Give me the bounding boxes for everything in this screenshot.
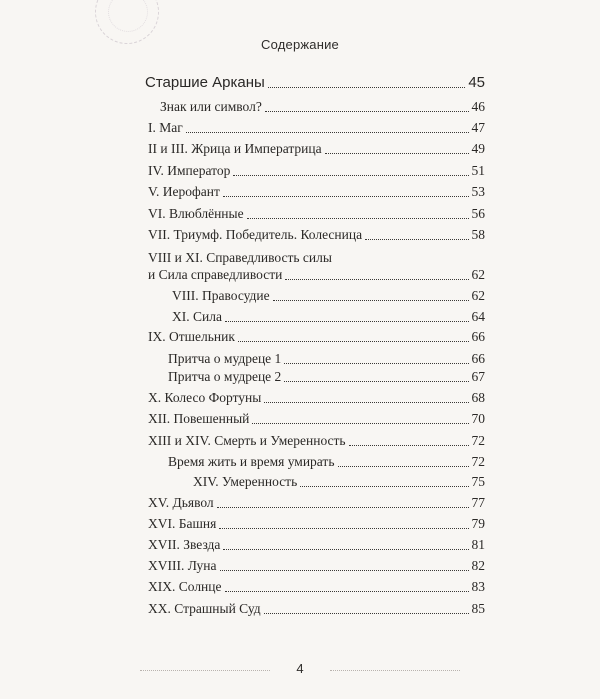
page-number: 4 <box>296 661 304 676</box>
toc-entry-title: V. Иерофант <box>148 184 220 199</box>
toc-entry <box>148 329 485 345</box>
toc-entry <box>160 99 485 115</box>
toc-entry-title: XX. Страшный Суд <box>148 601 261 616</box>
toc-entry-page: 45 <box>468 74 485 91</box>
toc-entry <box>148 141 485 157</box>
dot-leader <box>365 239 468 240</box>
dot-leader <box>338 466 469 467</box>
toc-entry-page: 81 <box>471 537 485 552</box>
toc-entry-page: 77 <box>471 495 485 510</box>
toc-entry <box>148 516 485 532</box>
dot-leader <box>225 591 469 592</box>
toc-entry-title: II и III. Жрица и Императрица <box>148 141 322 156</box>
toc-entry-title: Притча о мудреце 2 <box>168 369 282 384</box>
toc-entry <box>148 120 485 136</box>
toc-entry <box>168 351 485 367</box>
toc-entry-page: 72 <box>471 433 485 448</box>
toc-entry <box>148 267 485 283</box>
dot-leader <box>265 111 469 112</box>
toc-entry-page: 47 <box>471 120 485 135</box>
dot-leader <box>285 279 468 280</box>
toc-entry <box>148 558 485 574</box>
toc-entry <box>148 601 485 617</box>
toc-entry-page: 58 <box>471 227 485 242</box>
toc-entry-page: 79 <box>471 516 485 531</box>
dot-leader <box>252 423 468 424</box>
toc-entry-page: 51 <box>471 163 485 178</box>
toc-entry-page: 62 <box>471 267 485 282</box>
toc-entry-title: XIII и XIV. Смерть и Умеренность <box>148 433 346 448</box>
toc-entry-page: 68 <box>471 390 485 405</box>
toc-entry-title: X. Колесо Фортуны <box>148 390 262 405</box>
page-title: Содержание <box>261 37 339 52</box>
dot-leader <box>217 507 469 508</box>
toc-entry-title: IX. Отшельник <box>148 329 235 344</box>
toc-entry <box>168 369 485 385</box>
toc-entry-title: XIV. Умеренность <box>193 474 298 489</box>
dot-leader <box>273 300 469 301</box>
toc-entry-title: XIX. Солнце <box>148 579 222 594</box>
toc-entry-page: 66 <box>471 329 485 344</box>
dot-leader <box>264 402 468 403</box>
toc-entry <box>148 411 485 427</box>
toc-entry-page: 64 <box>471 309 485 324</box>
toc-entry-page: 53 <box>471 184 485 199</box>
dot-leader <box>247 218 469 219</box>
toc-entry-title: VIII. Правосудие <box>172 288 270 303</box>
toc-entry-page: 83 <box>471 579 485 594</box>
toc-entry-title: XI. Сила <box>172 309 222 324</box>
toc-entry-page: 46 <box>471 99 485 114</box>
dot-leader <box>220 570 469 571</box>
toc-entry-main <box>145 75 485 91</box>
dot-leader <box>264 613 469 614</box>
toc-entry-page: 85 <box>471 601 485 616</box>
toc-entry-title: XVIII. Луна <box>148 558 217 573</box>
dot-leader <box>284 363 468 364</box>
toc-entry-page: 67 <box>471 369 485 384</box>
toc-entry <box>148 495 485 511</box>
dot-leader <box>223 549 468 550</box>
toc-entry-title: I. Маг <box>148 120 183 135</box>
toc-entry <box>193 474 485 490</box>
toc-entry-page: 75 <box>471 474 485 489</box>
toc-entry-title: XV. Дьявол <box>148 495 214 510</box>
toc-entry-title: Притча о мудреце 1 <box>168 351 282 366</box>
dot-leader <box>300 486 468 487</box>
toc-entry <box>172 309 485 325</box>
toc-entry-page: 70 <box>471 411 485 426</box>
dot-leader <box>268 87 466 88</box>
dot-leader <box>225 321 469 322</box>
dot-leader <box>238 341 469 342</box>
toc-entry-page: 49 <box>471 141 485 156</box>
toc-entry <box>168 454 485 470</box>
dot-leader <box>325 153 469 154</box>
toc-entry-title: IV. Император <box>148 163 231 178</box>
toc-entry <box>148 433 485 449</box>
dot-leader <box>223 196 469 197</box>
dot-leader <box>349 445 469 446</box>
toc-entry-title: Время жить и время умирать <box>168 454 335 469</box>
toc-entry-title: VI. Влюблённые <box>148 206 244 221</box>
dot-leader <box>233 175 468 176</box>
toc-entry <box>148 537 485 553</box>
toc-entry <box>148 579 485 595</box>
toc-entry <box>148 390 485 406</box>
toc-entry <box>148 227 485 243</box>
toc-entry <box>148 163 485 179</box>
toc-entry-page: 62 <box>471 288 485 303</box>
toc-entry-page: 82 <box>471 558 485 573</box>
toc-entry-title: VII. Триумф. Победитель. Колесница <box>148 227 363 242</box>
toc-entry-page: 72 <box>471 454 485 469</box>
toc-entry <box>172 288 485 304</box>
toc-entry <box>148 184 485 200</box>
toc-entry-title: XVI. Башня <box>148 516 217 531</box>
toc-entry-title-line1: VIII и XI. Справедливость силы <box>148 250 332 265</box>
toc-entry <box>148 206 485 222</box>
dot-leader <box>219 528 468 529</box>
toc-entry-page: 56 <box>471 206 485 221</box>
toc-entry-title: Знак или символ? <box>160 99 262 114</box>
toc-entry-title: XVII. Звезда <box>148 537 221 552</box>
toc-entry-title: XII. Повешенный <box>148 411 250 426</box>
toc-entry-title: Старшие Арканы <box>145 74 265 91</box>
toc-entry-title: и Сила справедливости <box>148 267 283 282</box>
dot-leader <box>186 132 469 133</box>
toc-entry-page: 66 <box>471 351 485 366</box>
dot-leader <box>284 381 468 382</box>
